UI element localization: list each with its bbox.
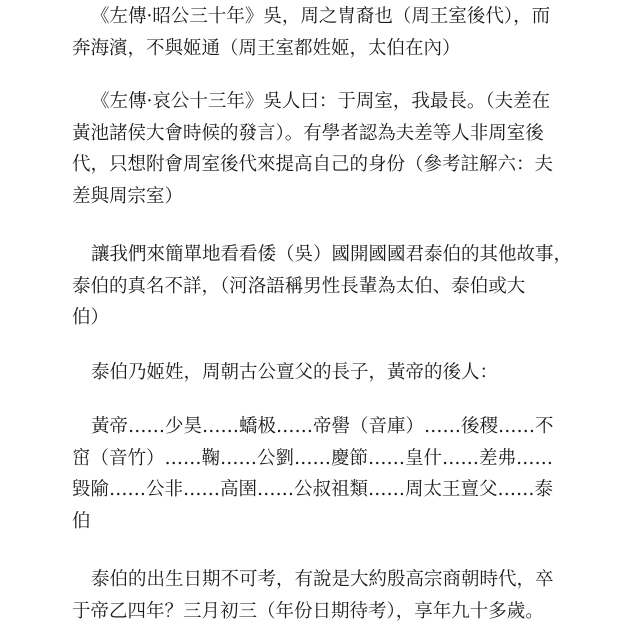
text-line: 泰伯乃姬姓，周朝古公亶父的長子，黃帝的後人： bbox=[72, 357, 566, 389]
text-line: 代，只想附會周室後代來提高自己的身份（參考註解六：夫 bbox=[72, 149, 566, 181]
text-line: 《左傳·昭公三十年》吳，周之冑裔也（周王室後代），而 bbox=[72, 1, 566, 33]
text-line: 毀隃……公非……高圉……公叔祖類……周太王亶父……泰 bbox=[72, 474, 566, 506]
text-line: 讓我們來簡單地看看倭（吳）國開國國君泰伯的其他故事， bbox=[72, 239, 566, 271]
text-line: 于帝乙四年？三月初三（年份日期待考），享年九十多歲。 bbox=[72, 596, 566, 627]
paragraph-zuozhuan-aigong bbox=[72, 86, 566, 212]
paragraph-zuozhuan-zhaogong bbox=[72, 1, 566, 64]
paragraph-taibo-lineage-intro bbox=[72, 357, 566, 389]
text-line: 黃帝……少昊……蟜极……帝嚳（音庫）……後稷……不 bbox=[72, 411, 566, 443]
text-line: 黃池諸侯大會時候的發言）。有學者認為夫差等人非周室後 bbox=[72, 118, 566, 150]
paragraph-taibo-stories bbox=[72, 239, 566, 334]
text-line: 伯） bbox=[72, 302, 566, 334]
text-line: 泰伯的出生日期不可考，有說是大約殷高宗商朝時代，卒 bbox=[72, 564, 566, 596]
text-line: 伯 bbox=[72, 506, 566, 538]
paragraph-taibo-birth bbox=[72, 564, 566, 627]
text-line: 奔海濱，不與姬通（周王室都姓姬，太伯在內） bbox=[72, 33, 566, 65]
paragraph-genealogy bbox=[72, 411, 566, 537]
text-line: 《左傳·哀公十三年》吳人曰：于周室，我最長。（夫差在 bbox=[72, 86, 566, 118]
text-line: 窋（音竹）……鞠……公劉……慶節……皇什……差弗…… bbox=[72, 443, 566, 475]
text-line: 差與周宗室） bbox=[72, 181, 566, 213]
text-line: 泰伯的真名不詳，（河洛語稱男性長輩為太伯、泰伯或大 bbox=[72, 271, 566, 303]
